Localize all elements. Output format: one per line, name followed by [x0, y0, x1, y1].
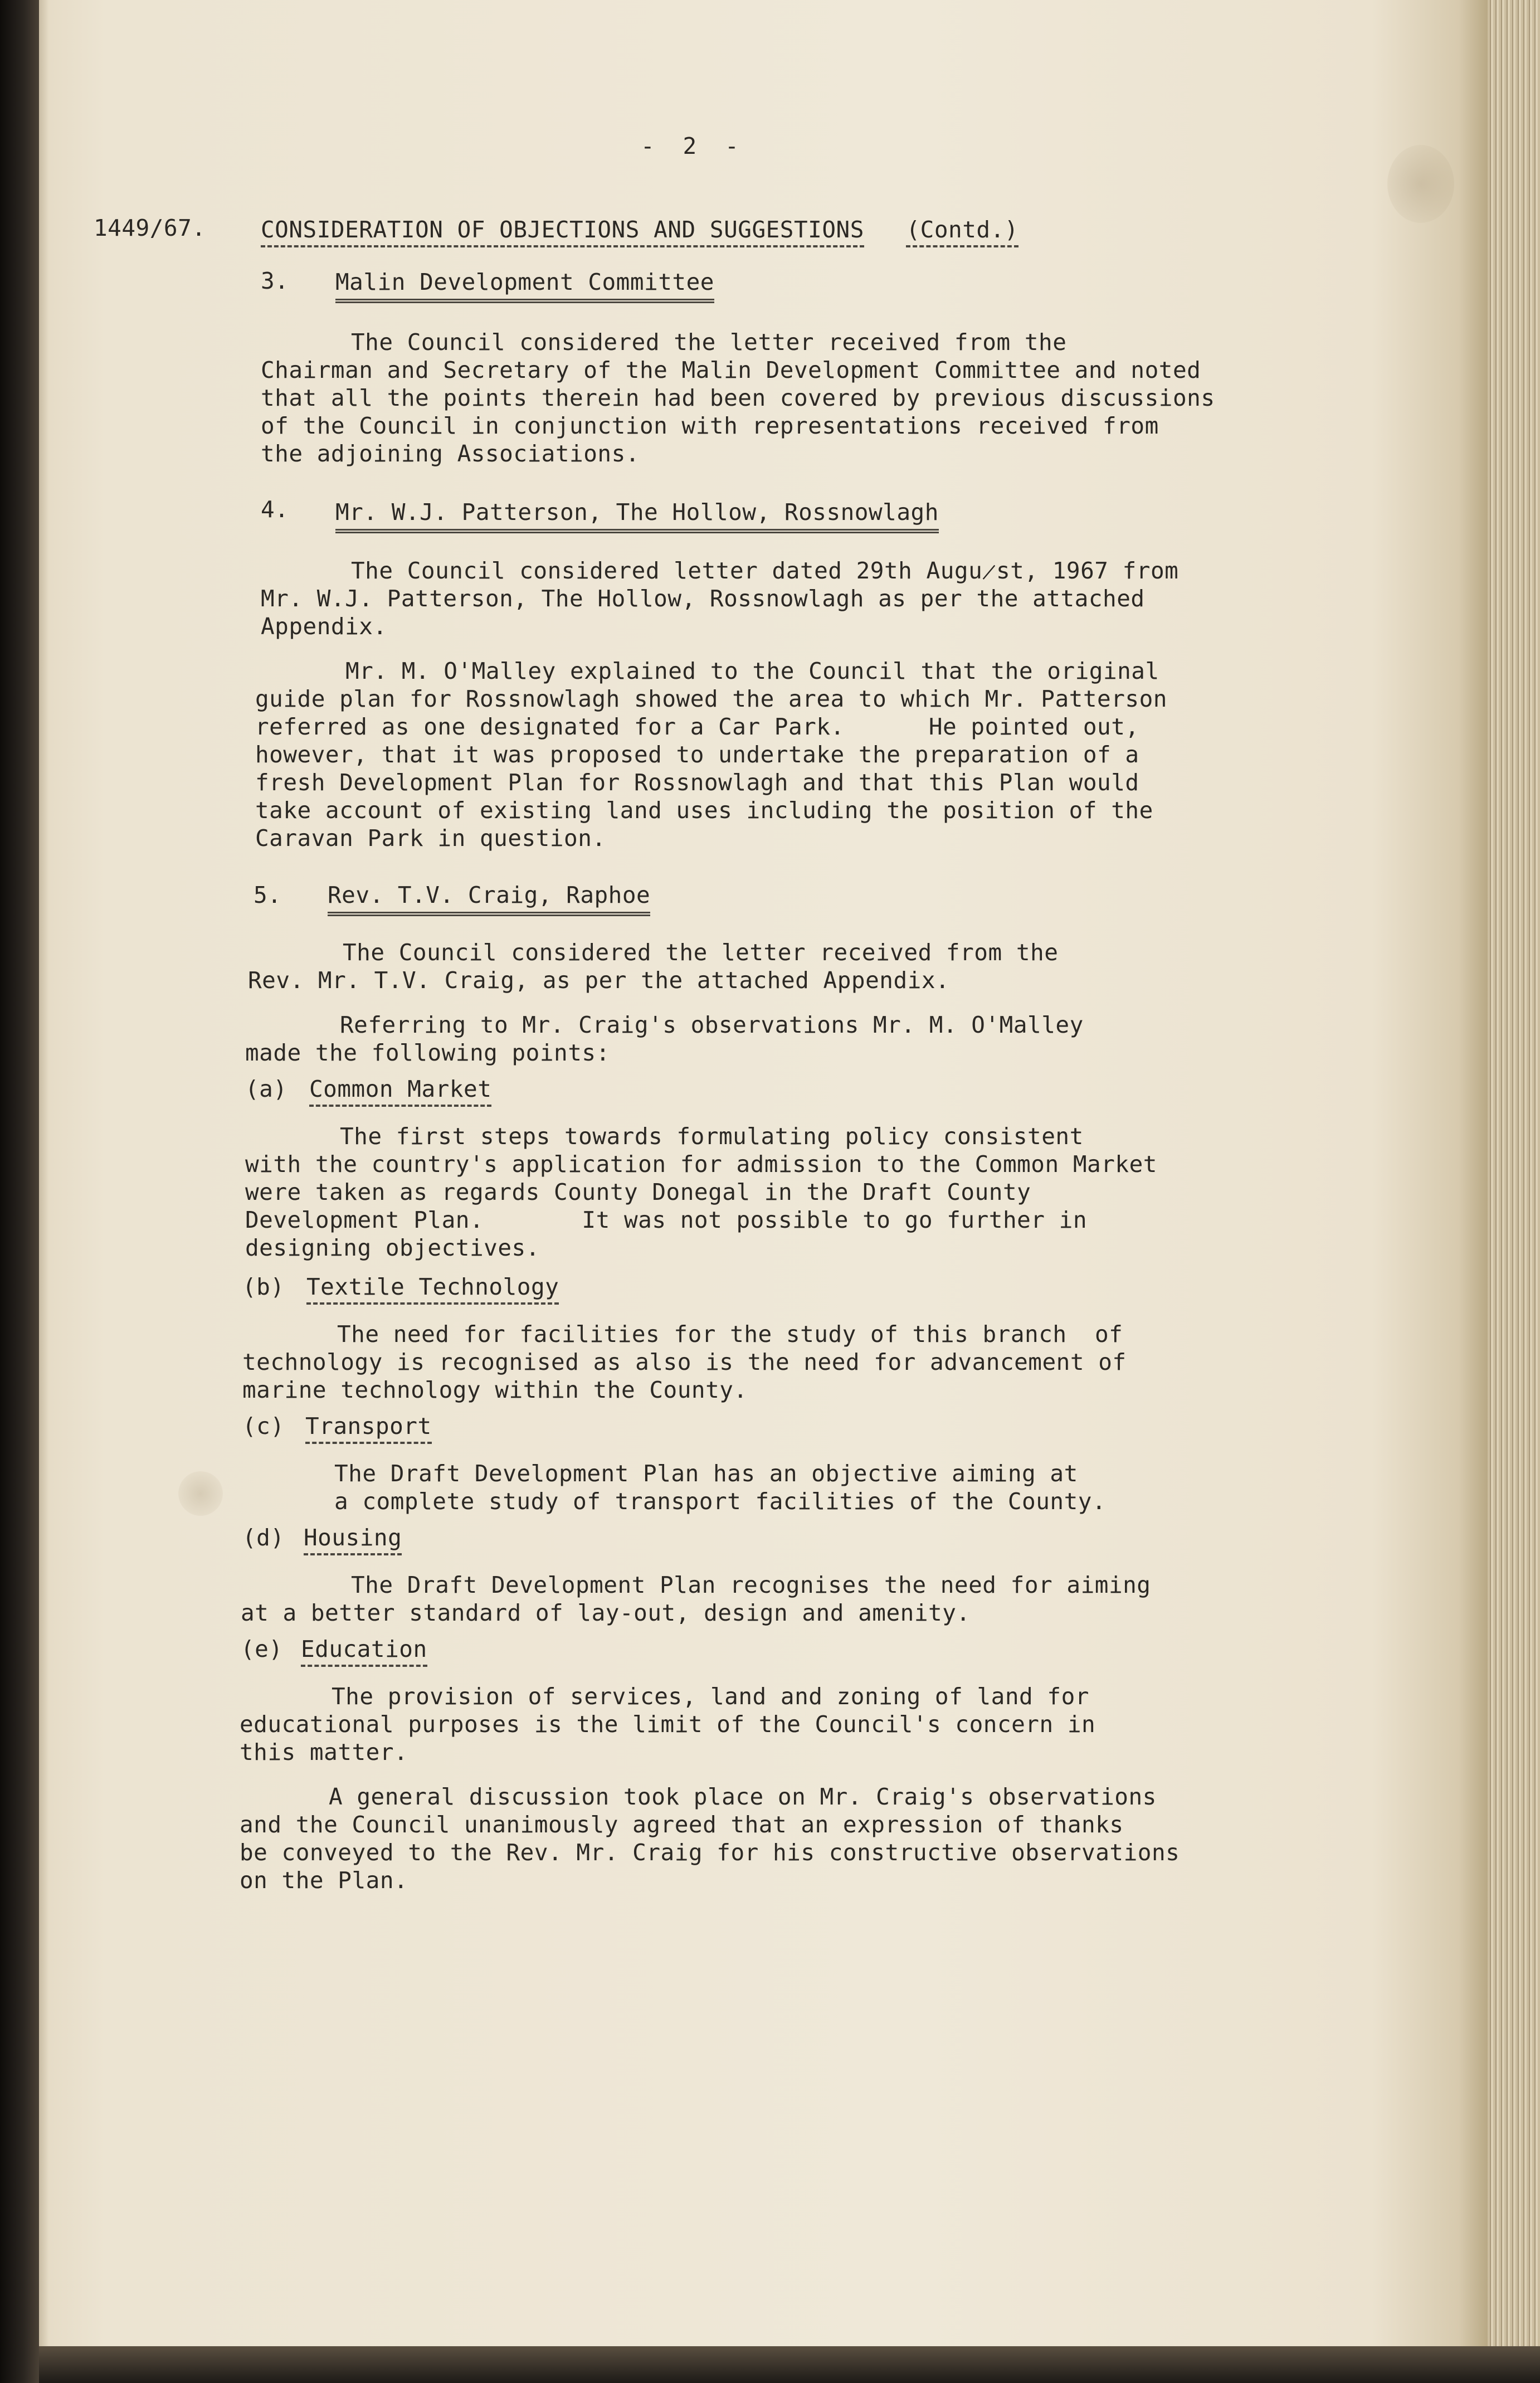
point-a-title: Common Market: [309, 1076, 491, 1102]
text-line: were taken as regards County Donegal in the Draft County: [245, 1179, 1031, 1205]
text-line: the adjoining Associations.: [261, 440, 640, 467]
text-line: The Council considered letter dated 29th Augu̷st, 1967 from: [351, 557, 1179, 584]
text-line: marine technology within the County.: [242, 1377, 748, 1403]
section-4-title: Mr. W.J. Patterson, The Hollow, Rossnowlagh: [335, 499, 939, 526]
text-line: educational purposes is the limit of the Council's concern in: [240, 1711, 1096, 1738]
text-line: fresh Development Plan for Rossnowlagh and that this Plan would: [255, 769, 1139, 796]
text-line: at a better standard of lay-out, design and amenity.: [241, 1599, 971, 1626]
text-line: and the Council unanimously agreed that an expression of thanks: [240, 1811, 1124, 1838]
point-d-title: Housing: [304, 1524, 402, 1551]
text-line: with the country's application for admission to the Common Market: [245, 1151, 1157, 1178]
text-line: a complete study of transport facilities of the County.: [334, 1488, 1107, 1515]
text-line: Mr. W.J. Patterson, The Hollow, Rossnowlagh as per the attached: [261, 585, 1145, 612]
text-line: The Draft Development Plan has an objective aiming at: [334, 1460, 1078, 1487]
text-line: Rev. Mr. T.V. Craig, as per the attached Appendix.: [248, 967, 950, 994]
paper-stain: [1387, 145, 1454, 223]
page-bottom-shadow: [39, 2346, 1540, 2383]
paper-stain: [178, 1471, 223, 1516]
heading-contd: (Contd.): [906, 216, 1018, 247]
text-line: The need for facilities for the study of this branch of: [337, 1321, 1123, 1348]
minute-number: 1449/67.: [94, 215, 206, 241]
text-line: that all the points therein had been covered by previous discussions: [261, 385, 1215, 411]
text-line: Caravan Park in question.: [255, 825, 606, 852]
point-d-label: (d): [242, 1524, 285, 1551]
page-number: - 2 -: [641, 133, 739, 159]
point-b-label: (b): [242, 1273, 285, 1300]
text-line: The Draft Development Plan recognises the need for aiming: [351, 1572, 1151, 1598]
point-e-label: (e): [241, 1636, 283, 1662]
text-line: Development Plan. It was not possible to go further in: [245, 1207, 1088, 1233]
text-line: of the Council in conjunction with representations received from: [261, 412, 1159, 439]
text-line: made the following points:: [245, 1039, 610, 1066]
text-line: The first steps towards formulating policy consistent: [340, 1123, 1084, 1150]
text-line: technology is recognised as also is the need for advancement of: [242, 1349, 1127, 1375]
text-line: guide plan for Rossnowlagh showed the area to which Mr. Patterson: [255, 685, 1167, 712]
book-spine: [0, 0, 39, 2383]
text-line: however, that it was proposed to undertake the preparation of a: [255, 741, 1139, 768]
section-5-title: Rev. T.V. Craig, Raphoe: [328, 882, 650, 908]
text-line: Chairman and Secretary of the Malin Development Committee and noted: [261, 357, 1201, 383]
text-line: Mr. M. O'Malley explained to the Council that the original: [345, 658, 1159, 684]
point-c-title: Transport: [305, 1413, 432, 1439]
point-a-label: (a): [245, 1076, 287, 1102]
heading-title: CONSIDERATION OF OBJECTIONS AND SUGGESTIONS (Contd.): [261, 216, 1018, 243]
text-line: designing objectives.: [245, 1234, 540, 1261]
text-line: The provision of services, land and zoning of land for: [332, 1683, 1089, 1710]
section-4-number: 4.: [261, 496, 289, 523]
text-line: A general discussion took place on Mr. Craig's observations: [329, 1783, 1157, 1810]
text-line: take account of existing land uses including the position of the: [255, 797, 1153, 824]
section-3-title: Malin Development Committee: [335, 269, 714, 295]
text-line: be conveyed to the Rev. Mr. Craig for his constructive observations: [240, 1839, 1180, 1866]
section-3-number: 3.: [261, 268, 289, 294]
text-line: referred as one designated for a Car Park. He pointed out,: [255, 713, 1139, 740]
text-line: on the Plan.: [240, 1867, 408, 1894]
page-edges: [1488, 0, 1540, 2383]
point-e-title: Education: [301, 1636, 427, 1662]
point-b-title: Textile Technology: [306, 1273, 559, 1300]
text-line: The Council considered the letter received from the: [351, 329, 1067, 356]
point-c-label: (c): [242, 1413, 285, 1439]
text-line: Appendix.: [261, 613, 387, 640]
text-line: Referring to Mr. Craig's observations Mr. M. O'Malley: [340, 1011, 1084, 1038]
text-line: The Council considered the letter received from the: [343, 939, 1059, 966]
text-line: this matter.: [240, 1739, 408, 1766]
section-5-number: 5.: [254, 882, 282, 908]
